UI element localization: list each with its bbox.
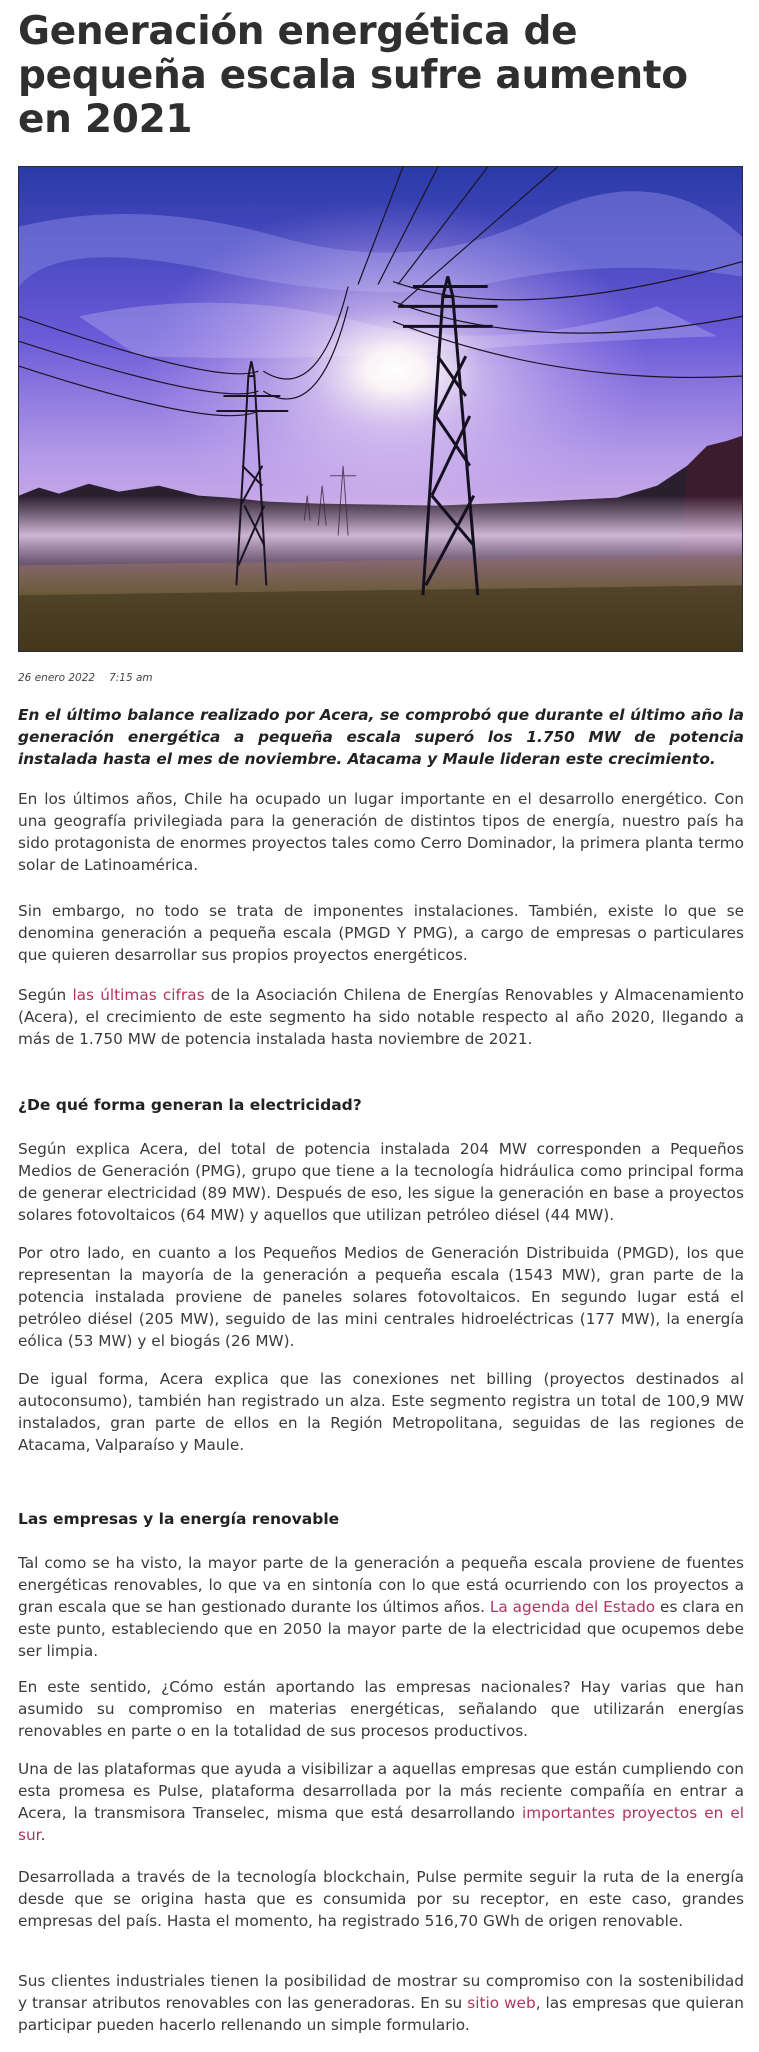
link-website[interactable]: sitio web xyxy=(467,1994,536,2012)
link-latest-figures[interactable]: las últimas cifras xyxy=(72,986,205,1004)
lead-paragraph: En el último balance realizado por Acera, se comprobó que durante el último año la generación energética a pequeña escala superó los 1.750 MW de potencia instalada hasta el mes de noviembre. Atacama y Maule lideran este crecimiento. xyxy=(18,706,744,768)
power-lines-sunrise-photo xyxy=(19,167,742,651)
hero-image xyxy=(18,166,743,652)
paragraph-9: Una de las plataformas que ayuda a visibilizar a aquellas empresas que están cumpliendo con esta promesa es Pulse, plataforma desarrollada por la más reciente compañía en entrar a Acera, la transmisora Transelec, misma que está desarrollando importantes proyectos en el sur. xyxy=(18,1760,744,1844)
link-state-agenda[interactable]: La agenda del Estado xyxy=(489,1598,656,1616)
paragraph-4: Según explica Acera, del total de potencia instalada 204 MW corresponden a Pequeños Medios de Generación (PMG), grupo que tiene a la tecnología hidráulica como principal forma de generar electricidad (89 MW). Después de eso, les sigue la generación en base a proyectos solares fotovoltaicos (64 MW) y aquellos que utilizan petróleo diésel (44 MW). xyxy=(18,1140,744,1224)
paragraph-7: Tal como se ha visto, la mayor parte de la generación a pequeña escala proviene de fuentes energéticas renovables, lo que va en sintonía con lo que está ocurriendo con los proyectos a gran escala que se han gestionado durante los últimos años. La agenda del Estado es clara en este punto, estableciendo que en 2050 la mayor parte de la electricidad que ocupemos debe ser limpia. xyxy=(18,1554,744,1660)
paragraph-5: Por otro lado, en cuanto a los Pequeños Medios de Generación Distribuida (PMGD), los que representan la mayoría de la generación a pequeña escala (1543 MW), gran parte de la potencia instalada proviene de paneles solares fotovoltaicos. En segundo lugar está el petróleo diésel (205 MW), seguido de las mini centrales hidroeléctricas (177 MW), la energía eólica (53 MW) y el biogás (26 MW). xyxy=(18,1244,744,1350)
paragraph-6: De igual forma, Acera explica que las conexiones net billing (proyectos destinados al autoconsumo), también han registrado un alza. Este segmento registra un total de 100,9 MW instalados, gran parte de ellos en la Región Metropolitana, seguidas de las regiones de Atacama, Valparaíso y Maule. xyxy=(18,1370,744,1454)
page-title: Generación energética de pequeña escala sufre aumento en 2021 xyxy=(18,9,688,142)
publish-date: 26 enero 2022 xyxy=(18,672,96,684)
paragraph-1: En los últimos años, Chile ha ocupado un lugar importante en el desarrollo energético. Con una geografía privilegiada para la generación de distintos tipos de energía, nuestro país ha sido protagonista de enormes proyectos tales como Cerro Dominador, la primera planta termo solar de Latinoamérica. xyxy=(18,790,744,874)
publish-meta xyxy=(18,672,153,684)
paragraph-11: Sus clientes industriales tienen la posibilidad de mostrar su compromiso con la sostenibilidad y transar atributos renovables con las generadoras. En su sitio web, las empresas que quieran participar pueden hacerlo rellenando un simple formulario. xyxy=(18,1972,745,2034)
paragraph-8: En este sentido, ¿Cómo están aportando las empresas nacionales? Hay varias que han asumido su compromiso en materias energéticas, señalando que utilizarán energías renovables en parte o en la totalidad de sus procesos productivos. xyxy=(18,1678,744,1740)
paragraph-3: Según las últimas cifras de la Asociación Chilena de Energías Renovables y Almacenamiento (Acera), el crecimiento de este segmento ha sido notable respecto al año 2020, llegando a más de 1.750 MW de potencia instalada hasta noviembre de 2021. xyxy=(18,986,744,1048)
link-south-projects[interactable]: importantes proyectos en el sur xyxy=(18,1804,744,1844)
section-heading-generation: ¿De qué forma generan la electricidad? xyxy=(18,1096,362,1114)
paragraph-2: Sin embargo, no todo se trata de imponentes instalaciones. También, existe lo que se denomina generación a pequeña escala (PMGD Y PMG), a cargo de empresas o particulares que quieren desarrollar sus propios proyectos energéticos. xyxy=(18,902,744,964)
publish-time: 7:15 am xyxy=(109,672,153,684)
section-heading-companies: Las empresas y la energía renovable xyxy=(18,1510,340,1528)
paragraph-10: Desarrollada a través de la tecnología blockchain, Pulse permite seguir la ruta de la energía desde que se origina hasta que es consumida por su receptor, en este caso, grandes empresas del país. Hasta el momento, ha registrado 516,70 GWh de origen renovable. xyxy=(18,1868,744,1930)
